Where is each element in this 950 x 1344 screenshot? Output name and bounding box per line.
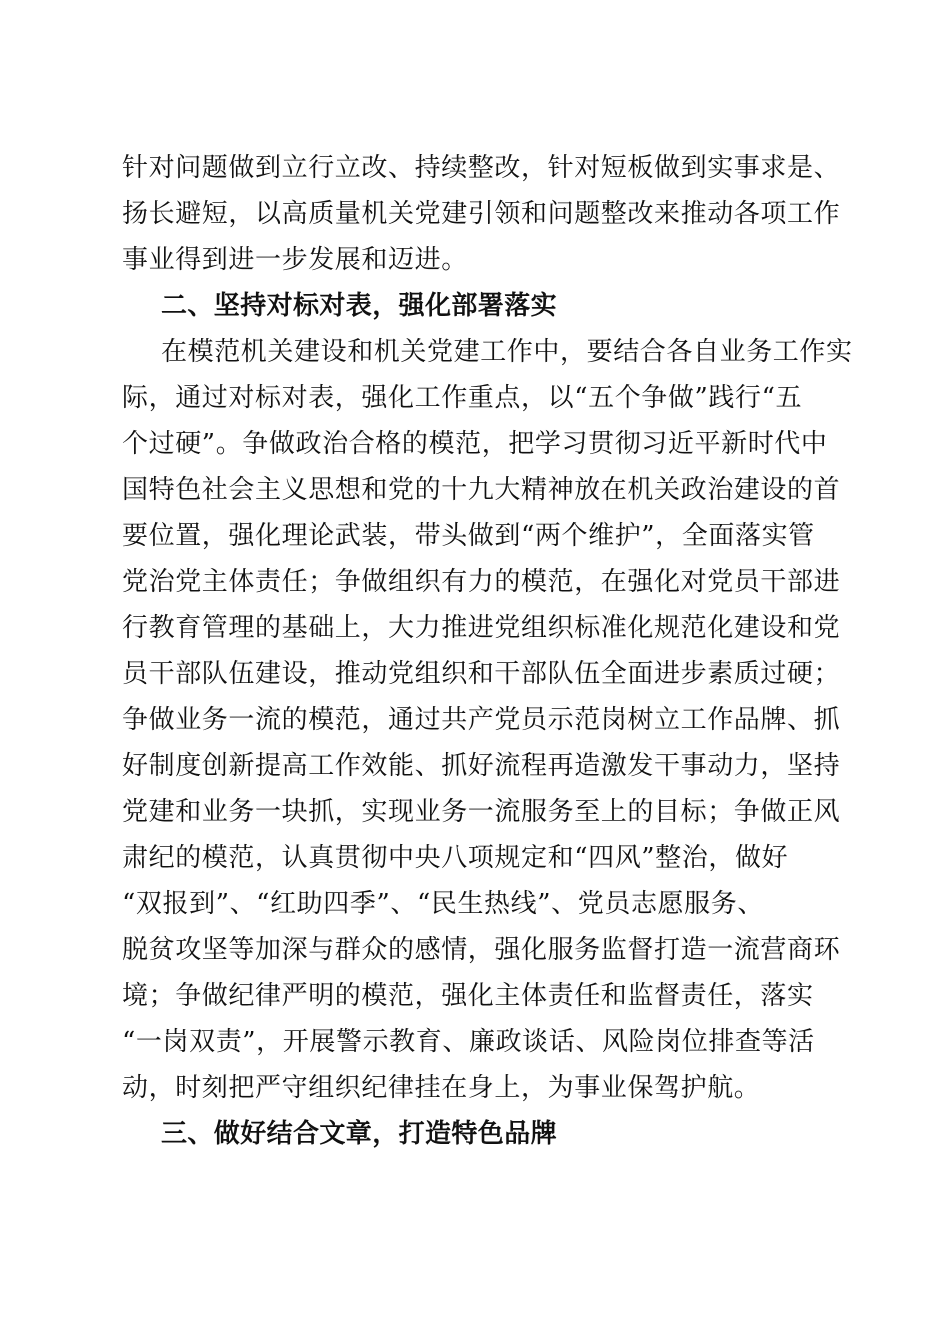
body-text-line: 扬长避短，以高质量机关党建引领和问题整改来推动各项工作 — [122, 199, 841, 229]
body-text-line: 要位置，强化理论武装，带头做到“两个维护”，全面落实管 — [122, 521, 815, 551]
body-text-line: 国特色社会主义思想和党的十九大精神放在机关政治建设的首 — [122, 475, 841, 505]
body-text-line: 事业得到进一步发展和迈进。 — [122, 245, 468, 275]
body-text-line: 党建和业务一块抓，实现业务一流服务至上的目标；争做正风 — [122, 797, 841, 827]
body-text-line: 脱贫攻坚等加深与群众的感情，强化服务监督打造一流营商环 — [122, 935, 841, 965]
body-text-line: 个过硬”。争做政治合格的模范，把学习贯彻习近平新时代中 — [122, 429, 828, 459]
body-text-line: 员干部队伍建设，推动党组织和干部队伍全面进步素质过硬； — [122, 659, 841, 689]
section-heading-2: 二、坚持对标对表，强化部署落实 — [161, 291, 558, 321]
paragraph-first-line: 在模范机关建设和机关党建工作中，要结合各自业务工作实 — [161, 337, 853, 367]
body-text-line: 肃纪的模范，认真贯彻中央八项规定和“四风”整治，做好 — [122, 843, 789, 873]
body-text-line: 好制度创新提高工作效能、抓好流程再造激发干事动力，坚持 — [122, 751, 841, 781]
section-heading-3: 三、做好结合文章，打造特色品牌 — [161, 1119, 558, 1149]
body-text-line: 党治党主体责任；争做组织有力的模范，在强化对党员干部进 — [122, 567, 841, 597]
body-text-line: 行教育管理的基础上，大力推进党组织标准化规范化建设和党 — [122, 613, 841, 643]
body-text-line: “一岗双责”，开展警示教育、廉政谈话、风险岗位排查等活 — [122, 1027, 815, 1057]
body-text-line: 动，时刻把严守组织纪律挂在身上，为事业保驾护航。 — [122, 1073, 761, 1103]
body-text-line: 际，通过对标对表，强化工作重点，以“五个争做”践行“五 — [122, 383, 803, 413]
body-text-line: 针对问题做到立行立改、持续整改，针对短板做到实事求是、 — [122, 153, 841, 183]
body-text-line: “双报到”、“红助四季”、“民生热线”、党员志愿服务、 — [122, 889, 764, 919]
body-text-line: 争做业务一流的模范，通过共产党员示范岗树立工作品牌、抓 — [122, 705, 841, 735]
body-text-line: 境；争做纪律严明的模范，强化主体责任和监督责任，落实 — [122, 981, 814, 1011]
